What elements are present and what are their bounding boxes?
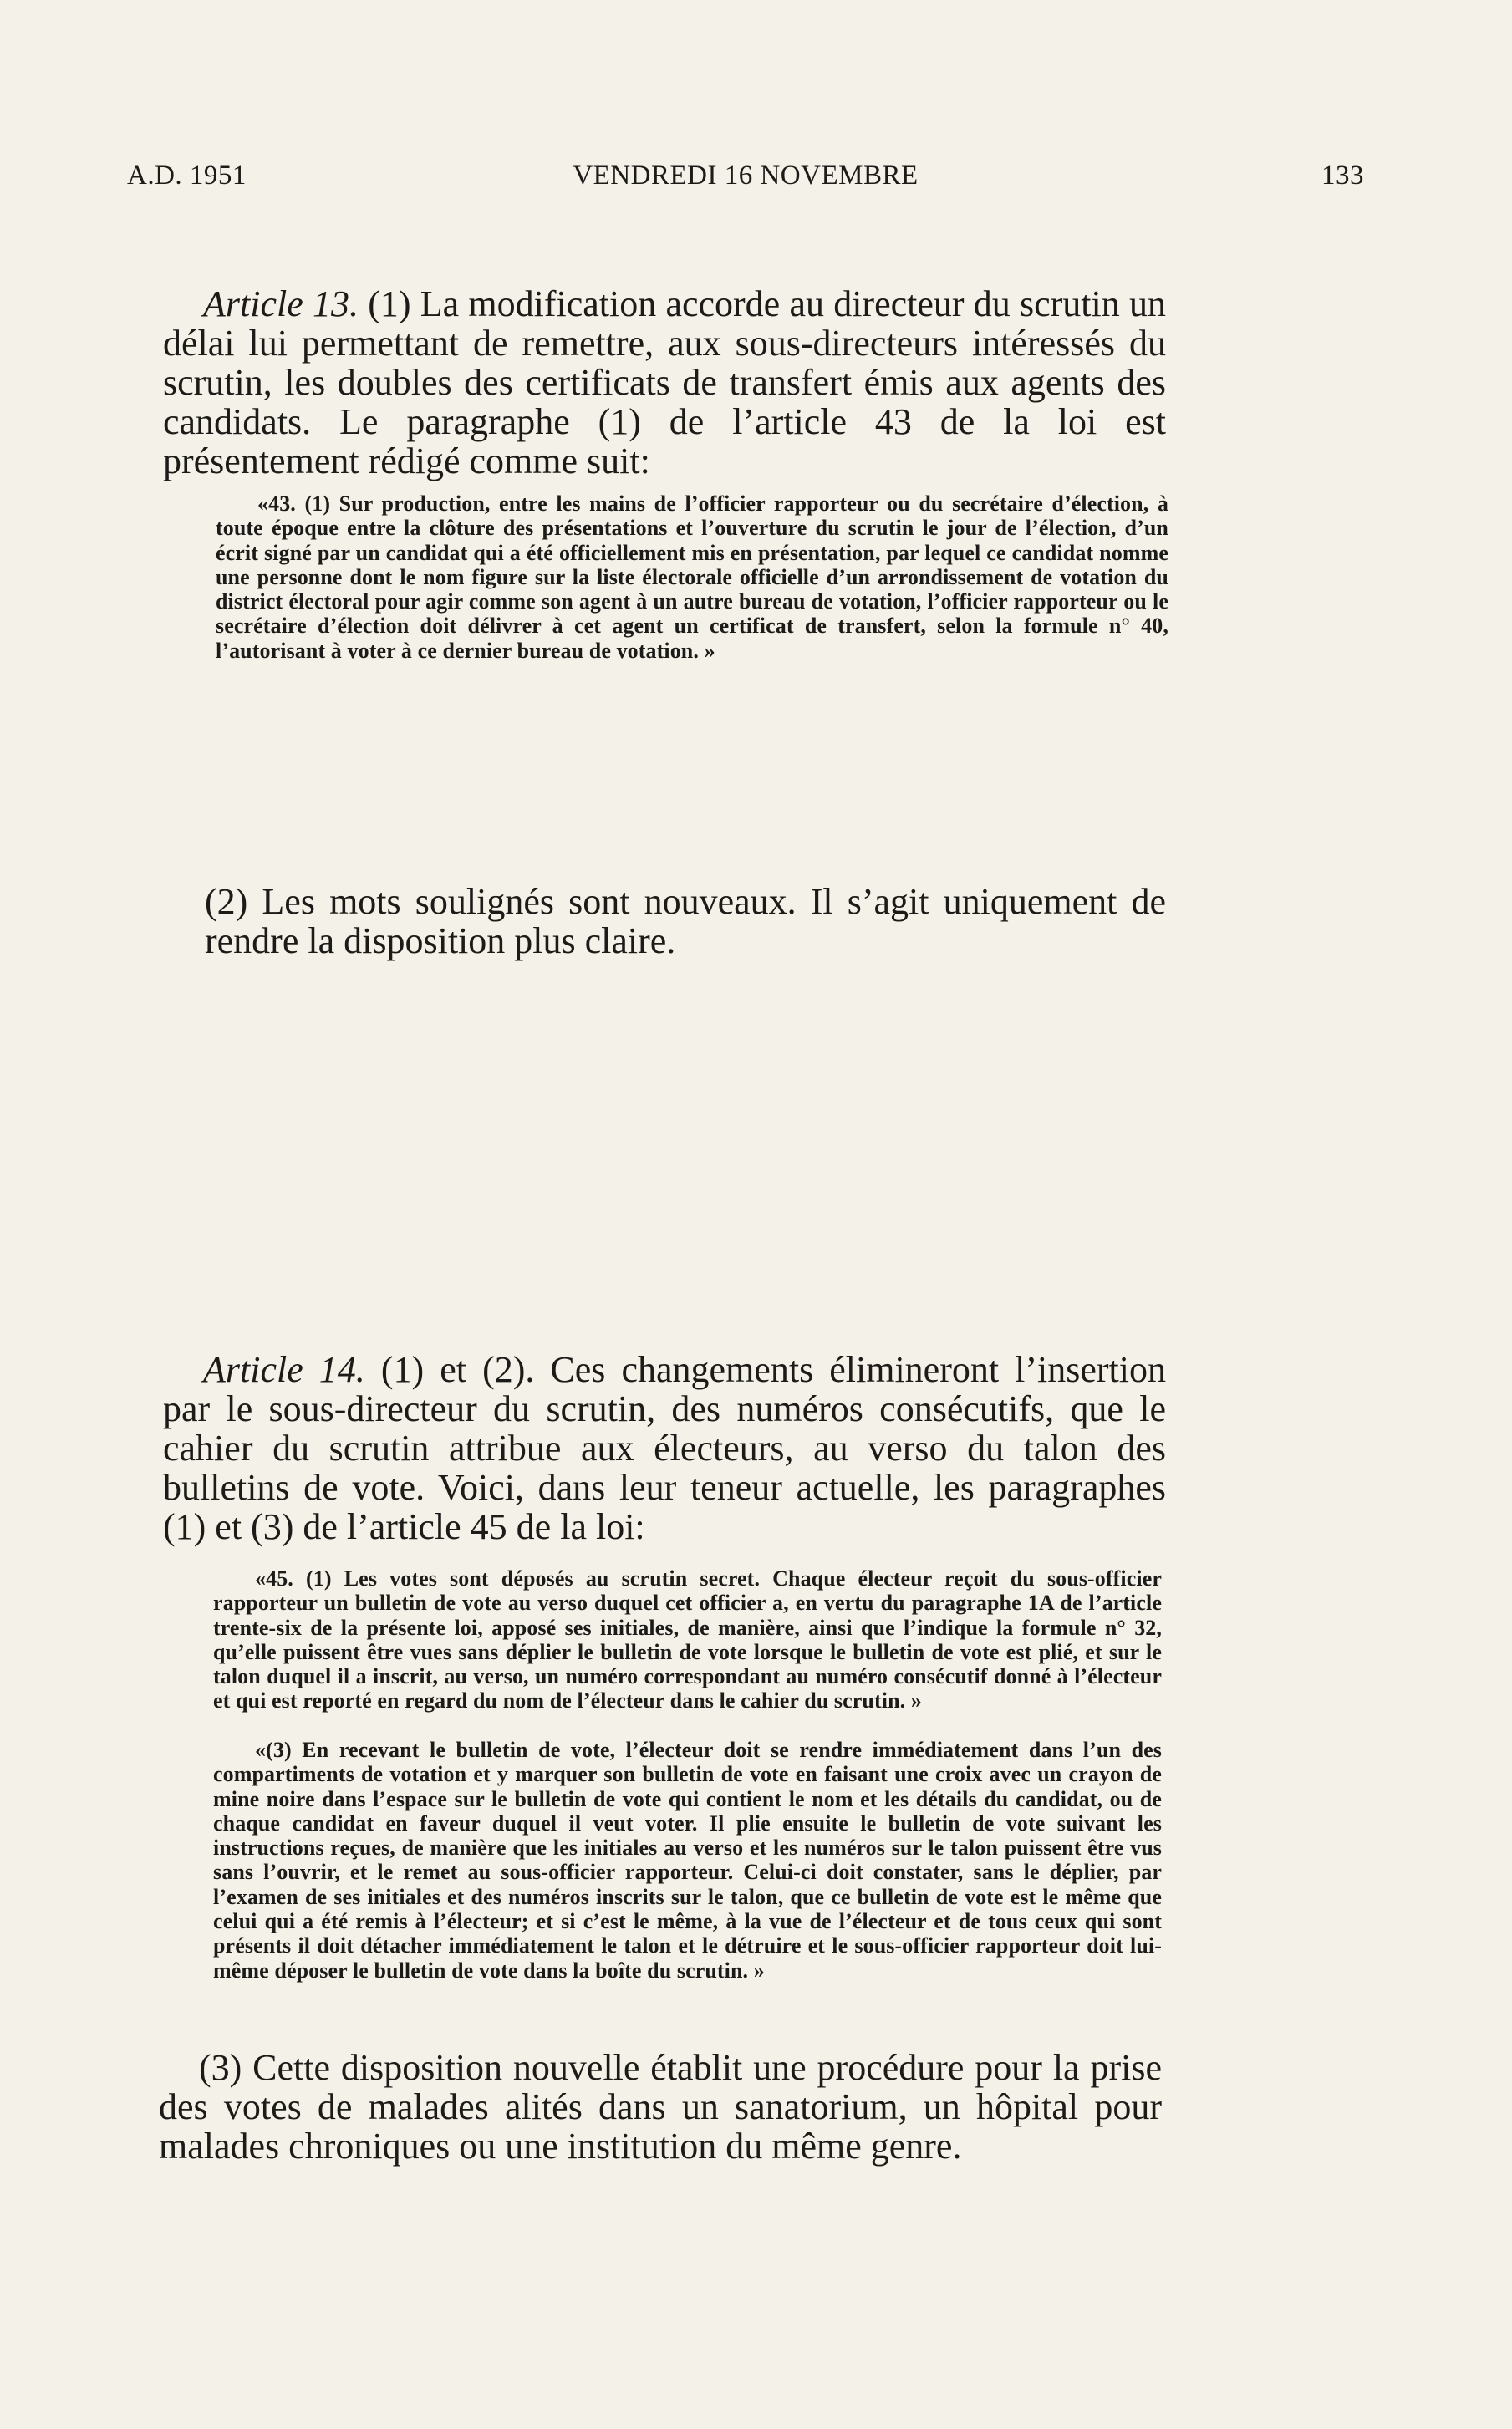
article-13-note-text: (2) Les mots soulignés sont nouveaux. Il s’agit uniquement de rendre la disposition plus claire.: [205, 881, 1166, 961]
article-43-body: (1) Sur production, entre les mains de l’officier rapporteur ou du secrétaire d’élection, à toute époque entre la clôture des présentations et l’ouverture du scrutin le jour de l’élection, d’un écrit signé par un candidat qui a été officiellement mis en présentation, par lequel ce candidat nomme une personne dont le nom figure sur la liste électorale officielle d’un arrondissement de votation du district électoral pour agir comme son agent à un autre bureau de votation, l’officier rapporteur ou le secrétaire d’élection doit délivrer à cet agent un certificat de transfert, selon la formule n° 40, l’autorisant à voter à ce dernier bureau de votation. »: [216, 491, 1168, 663]
running-header: [127, 160, 1364, 202]
article-45-1-body: (1) Les votes sont déposés au scrutin secret. Chaque électeur reçoit du sous-officier rapporteur un bulletin de vote au verso duquel cet officier a, en vertu du paragraphe 1A de l’article trente-six de la présente loi, apposé ses initiales, de manière, ainsi que l’indique la formule n° 32, qu’elle puissent être vues sans déplier le bulletin de vote lorsque le bulletin de vote est plié, et sur le talon duquel il a inscrit, au verso, un numéro correspondant au numéro consécutif donné à l’électeur et qui est reporté en regard du nom de l’électeur dans le cahier du scrutin. »: [213, 1566, 1162, 1714]
article-45-3-text: «(3) En recevant le bulletin de vote, l’électeur doit se rendre immédiatement dans l’un des compartiments de votation et y marquer son bulletin de vote en faisant une croix avec un crayon de mine noire dans l’espace sur le bulletin de vote qui contient le nom et les détails du candidat, ou de chaque candidat en faveur duquel il veut voter. Il plie ensuite le bulletin de vote suivant les instructions reçues, de manière que les initiales au verso et les numéros sur le talon puissent être vus sans l’ouvrir, et le remet au sous-officier rapporteur. Celui-ci doit constater, sans le déplier, par l’examen de ses initiales et des numéros inscrits sur le talon, que ce bulletin de vote est le même que celui qui a été remis à l’électeur; et si c’est le même, à la vue de l’électeur et de tous ceux qui sont présents il doit détacher immédiatement le talon et le détruire et le sous-officier rapporteur doit lui-même déposer le bulletin de vote dans la boîte du scrutin. »: [213, 1738, 1162, 1983]
article-13-section: [163, 284, 1166, 481]
article-43-number: «43.: [257, 491, 296, 516]
article-45-number: «45.: [255, 1566, 293, 1591]
header-date: VENDREDI 16 NOVEMBRE: [573, 160, 919, 191]
article-14-note: [159, 2048, 1162, 2166]
article-13-body: (1) La modification accorde au directeur du scrutin un délai lui permettant de remettre, aux sous-directeurs intéressés du scrutin, les doubles des certificats de transfert émis aux agents des candidats. Le paragraphe (1) de l’article 43 de la loi est présentement rédigé comme suit:: [163, 283, 1166, 481]
article-14-heading: Article 14.: [203, 1349, 365, 1390]
article-45-quote-1: [213, 1566, 1162, 1714]
article-14-note-text: (3) Cette disposition nouvelle établit une procédure pour la prise des votes de malades alités dans un sanatorium, un hôpital pour malades chroniques ou une institution du même genre.: [159, 2047, 1162, 2167]
page-number: 133: [1321, 160, 1364, 191]
article-45-quote-3: [213, 1738, 1162, 1983]
article-13-note: [205, 882, 1166, 960]
article-14-body: (1) et (2). Ces changements élimineront l’insertion par le sous-directeur du scrutin, des numéros consécutifs, que le cahier du scrutin attribue aux électeurs, au verso du talon des bulletins de vote. Voici, dans leur teneur actuelle, les paragraphes (1) et (3) de l’article 45 de la loi:: [163, 1349, 1167, 1547]
article-43-quote: [216, 491, 1168, 663]
article-13-paragraph: [163, 284, 1166, 481]
header-year: A.D. 1951: [127, 160, 247, 191]
article-14-section: [163, 1350, 1166, 1546]
article-13-heading: Article 13.: [203, 283, 359, 324]
article-45-1-text: [213, 1566, 1162, 1714]
article-43-quote-text: [216, 491, 1168, 663]
article-14-paragraph: [163, 1350, 1166, 1546]
